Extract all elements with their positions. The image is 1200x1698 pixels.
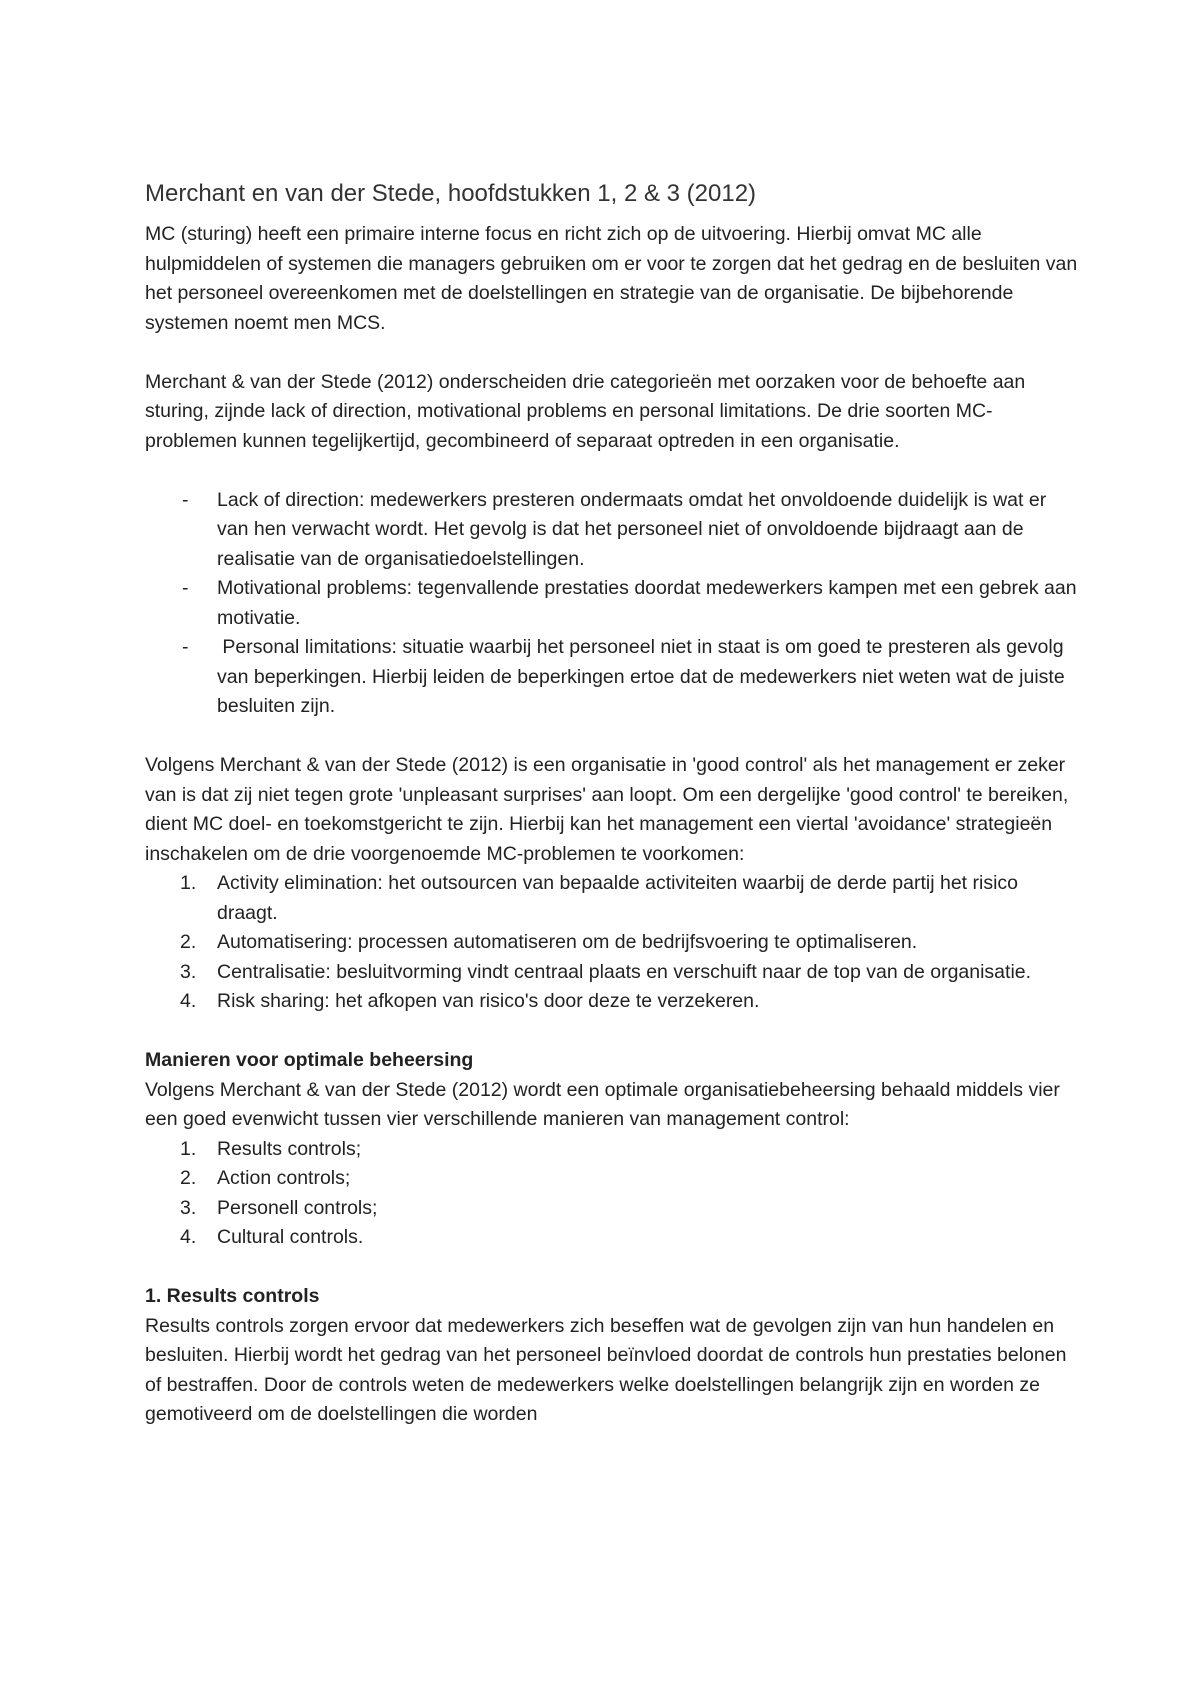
number-marker: 2. [180, 1167, 197, 1189]
list-item [145, 928, 1080, 958]
document-page [145, 178, 1080, 1430]
number-marker: 2. [180, 931, 197, 953]
spacer [145, 338, 1080, 368]
list-item [145, 869, 1080, 928]
dash-marker: - [182, 577, 189, 599]
list-item-text: Activity elimination: het outsourcen van bepaalde activiteiten waarbij de derde partij het risico draagt. [217, 872, 1019, 924]
spacer [145, 722, 1080, 752]
strategies-list [145, 869, 1080, 1017]
list-item-text: Action controls; [217, 1167, 351, 1189]
list-item-text: Automatisering: processen automatiseren om de bedrijfsvoering te optimaliseren. [217, 931, 918, 953]
list-item [145, 486, 1080, 575]
list-item-text: Motivational problems: tegenvallende prestaties doordat medewerkers kampen met een gebrek aan motivatie. [217, 577, 1077, 629]
list-item-text: Lack of direction: medewerkers presteren ondermaats omdat het onvoldoende duidelijk is wat er van hen verwacht wordt. Het gevolg is dat het personeel niet of onvoldoende bijdraagt aan de realisatie van de organisatiedoelstellingen. [217, 488, 1047, 570]
spacer [145, 456, 1080, 486]
list-item [145, 987, 1080, 1017]
controls-list [145, 1135, 1080, 1253]
spacer [145, 1017, 1080, 1047]
list-item [145, 1194, 1080, 1224]
list-item-text: Results controls; [217, 1137, 362, 1160]
number-marker: 3. [180, 960, 197, 983]
list-item [145, 633, 1080, 722]
number-marker: 4. [180, 1226, 197, 1248]
page-title: Merchant en van der Stede, hoofdstukken 1, 2 & 3 (2012) [145, 180, 757, 207]
paragraph-categories: Merchant & van der Stede (2012) onderscheiden drie categorieën met oorzaken voor de behoefte aan sturing, zijnde lack of direction, motivational problems en personal limitations. De drie soorten MC-problemen kunnen tegelijkertijd, gecombineerd of separaat optreden in een organisatie. [145, 370, 1026, 452]
list-item-text: Cultural controls. [217, 1226, 364, 1248]
dash-marker: - [182, 636, 189, 658]
paragraph-mc-definition: MC (sturing) heeft een primaire interne focus en richt zich op de uitvoering. Hierbij omvat MC alle hulpmiddelen of systemen die managers gebruiken om er voor te zorgen dat het gedrag en de besluiten van het personeel overeenkomen met de doelstellingen en strategie van de organisatie. De bijbehorende systemen noemt men MCS. [145, 223, 1078, 334]
paragraph-results-controls: Results controls zorgen ervoor dat medewerkers zich beseffen wat de gevolgen zijn van hun handelen en besluiten. Hierbij wordt het gedrag van het personeel beïnvloed doordat de controls hun prestaties belonen of bestraffen. Door de controls weten de medewerkers welke doelstellingen belangrijk zijn en worden ze gemotiveerd om de doelstellingen die worden [145, 1314, 1067, 1425]
list-item [145, 958, 1080, 988]
number-marker: 1. [180, 1137, 197, 1160]
section-heading-results-controls: 1. Results controls [145, 1285, 320, 1307]
list-item-text: Personal limitations: situatie waarbij het personeel niet in staat is om goed te presteren als gevolg van beperkingen. Hierbij leiden de beperkingen ertoe dat de medewerkers niet weten wat de juiste besluiten zijn. [217, 636, 1071, 717]
number-marker: 4. [180, 990, 197, 1012]
list-item [145, 1135, 1080, 1165]
number-marker: 3. [180, 1196, 197, 1219]
paragraph-optimal-control: Volgens Merchant & van der Stede (2012) wordt een optimale organisatiebeheersing behaald middels vier een goed evenwicht tussen vier verschillende manieren van management control: [145, 1078, 1060, 1130]
problems-list [145, 486, 1080, 722]
list-item-text: Risk sharing: het afkopen van risico's door deze te verzekeren. [217, 990, 760, 1012]
list-item [145, 574, 1080, 633]
dash-marker: - [182, 488, 189, 511]
list-item-text: Centralisatie: besluitvorming vindt centraal plaats en verschuift naar de top van de organisatie. [217, 960, 1032, 983]
number-marker: 1. [180, 872, 197, 894]
section-heading-manieren: Manieren voor optimale beheersing [145, 1049, 474, 1071]
list-item [145, 1223, 1080, 1253]
list-item-text: Personell controls; [217, 1196, 378, 1219]
paragraph-good-control: Volgens Merchant & van der Stede (2012) is een organisatie in 'good control' als het management er zeker van is dat zij niet tegen grote 'unpleasant surprises' aan loopt. Om een dergelijke 'good control' te bereiken, dient MC doel- en toekomstgericht te zijn. Hierbij kan het management een viertal 'avoidance' strategieën inschakelen om de drie voorgenoemde MC-problemen te voorkomen: [145, 754, 1069, 865]
list-item [145, 1164, 1080, 1194]
spacer [145, 1253, 1080, 1283]
